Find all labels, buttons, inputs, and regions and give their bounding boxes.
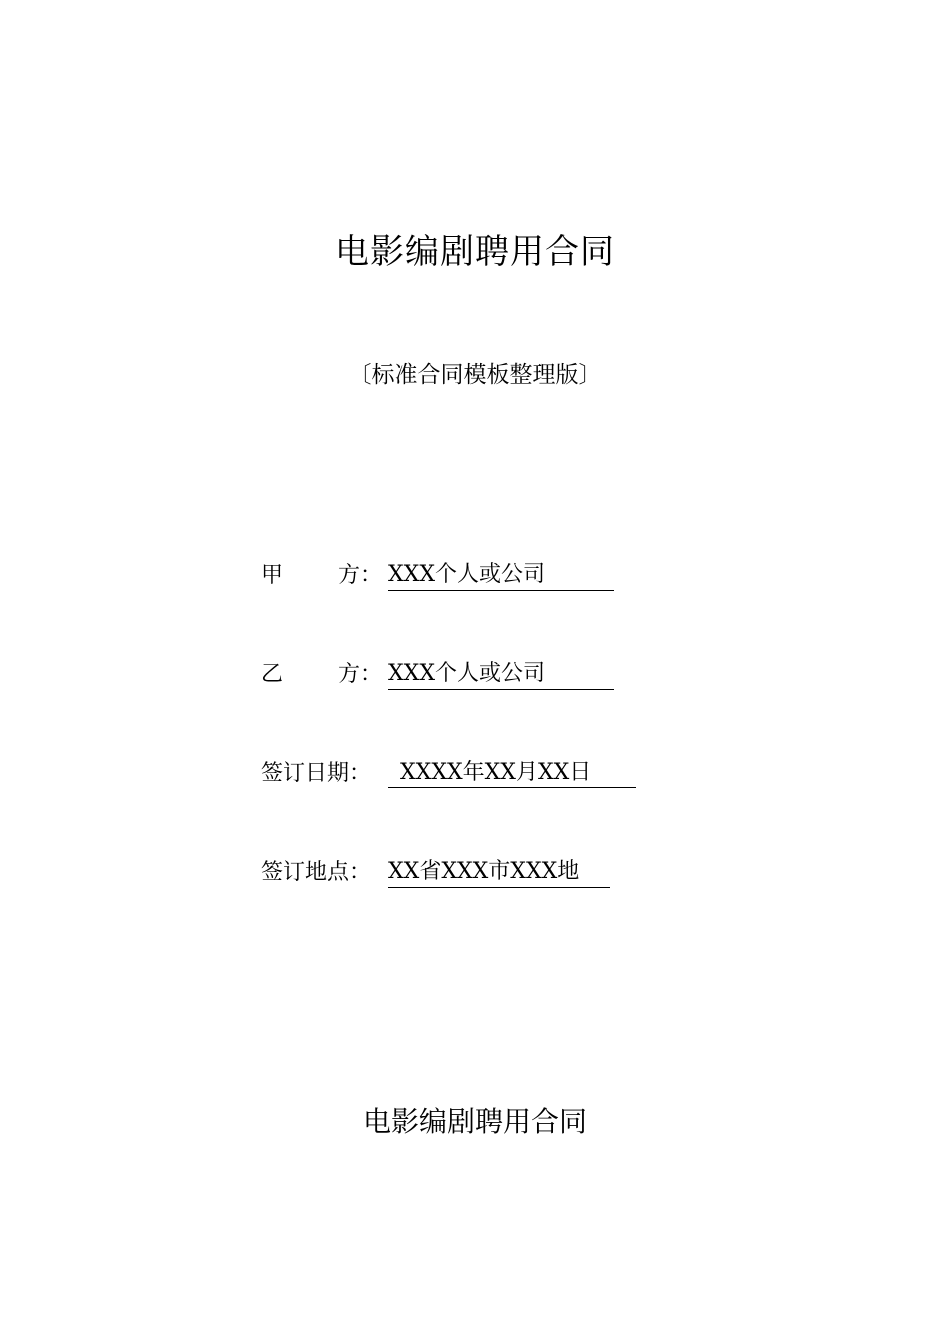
body-title: 电影编剧聘用合同 — [362, 1105, 587, 1138]
party-a-label-char: 甲 — [261, 563, 284, 588]
signing-place-value: XX省XXX市XXX地 — [388, 856, 610, 888]
signing-place-row — [261, 856, 610, 890]
party-b-label-char: 乙 — [261, 662, 284, 687]
party-b-label-suffix: 方： — [338, 662, 383, 687]
document-subtitle: 〔标准合同模板整理版〕 — [348, 362, 602, 388]
signing-date-row — [261, 757, 636, 791]
signing-date-label: 签订日期： — [261, 761, 372, 786]
party-a-label-suffix: 方： — [338, 563, 383, 588]
document-title: 电影编剧聘用合同 — [335, 232, 615, 272]
signing-place-label: 签订地点： — [261, 860, 372, 885]
signing-date-value: XXXX年XX月XX日 — [388, 757, 636, 788]
party-a-value: XXX个人或公司 — [388, 559, 614, 591]
party-a-row — [261, 559, 614, 593]
party-b-row — [261, 658, 614, 692]
party-b-value: XXX个人或公司 — [388, 658, 614, 690]
